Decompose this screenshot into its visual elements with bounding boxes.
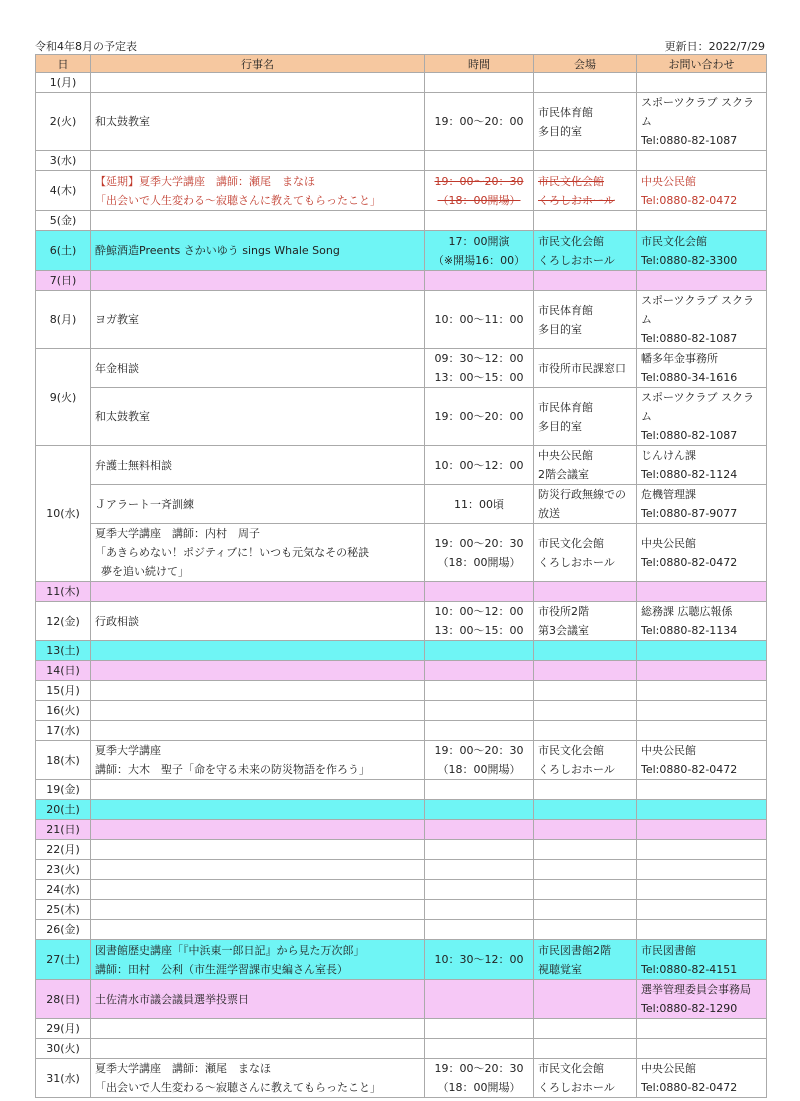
day-cell: 10(水) — [36, 446, 91, 582]
event-name: ヨガ教室 — [91, 291, 425, 349]
table-row — [36, 641, 767, 661]
table-row — [36, 681, 767, 701]
event-time-cancelled: 19：00～20：30 （18：00開場） — [425, 171, 534, 211]
table-row — [36, 388, 767, 446]
event-contact: スポーツクラブ スクラム Tel:0880-82-1087 — [637, 388, 767, 446]
event-contact: 幡多年金事務所 Tel:0880-34-1616 — [637, 349, 767, 388]
day-cell: 12(金) — [36, 602, 91, 641]
header-day: 日 — [36, 55, 91, 73]
table-row — [36, 800, 767, 820]
event-time: 10：00～12：00 13：00～15：00 — [425, 602, 534, 641]
day-cell: 30(火) — [36, 1039, 91, 1059]
schedule-table — [35, 54, 767, 1098]
day-cell: 6(土) — [36, 231, 91, 271]
table-row — [36, 93, 767, 151]
day-cell: 13(土) — [36, 641, 91, 661]
day-cell: 28(日) — [36, 980, 91, 1019]
table-row — [36, 780, 767, 800]
event-venue: 市役所2階 第3会議室 — [534, 602, 637, 641]
table-row — [36, 271, 767, 291]
day-cell: 20(土) — [36, 800, 91, 820]
event-time: 09：30～12：00 13：00～15：00 — [425, 349, 534, 388]
event-contact: スポーツクラブ スクラム Tel:0880-82-1087 — [637, 93, 767, 151]
table-row — [36, 701, 767, 721]
event-venue: 市民体育館 多目的室 — [534, 93, 637, 151]
day-cell: 3(水) — [36, 151, 91, 171]
table-row — [36, 900, 767, 920]
day-cell: 27(土) — [36, 940, 91, 980]
event-time: 11：00頃 — [425, 485, 534, 524]
event-venue: 防災行政無線での 放送 — [534, 485, 637, 524]
event-time: 19：00～20：30 （18：00開場） — [425, 1059, 534, 1098]
event-contact: 中央公民館 Tel:0880-82-0472 — [637, 741, 767, 780]
table-row — [36, 820, 767, 840]
table-row — [36, 485, 767, 524]
day-cell: 7(日) — [36, 271, 91, 291]
event-name: 酔鯨酒造Preents さかいゆう sings Whale Song — [91, 231, 425, 271]
event-name: 行政相談 — [91, 602, 425, 641]
table-row — [36, 151, 767, 171]
day-cell: 5(金) — [36, 211, 91, 231]
day-cell: 14(日) — [36, 661, 91, 681]
event-name-postponed: 【延期】夏季大学講座 講師：瀬尾 まなほ 「出会いで人生変わる～寂聴さんに教えてもらったこと」 — [91, 171, 425, 211]
day-cell: 31(水) — [36, 1059, 91, 1098]
event-time: 10：00～11：00 — [425, 291, 534, 349]
event-contact: 中央公民館 Tel:0880-82-0472 — [637, 1059, 767, 1098]
event-contact: 危機管理課 Tel:0880-87-9077 — [637, 485, 767, 524]
day-cell: 24(水) — [36, 880, 91, 900]
event-venue-cancelled: 市民文化会館 くろしおホール — [534, 171, 637, 211]
event-time: 10：00～12：00 — [425, 446, 534, 485]
day-cell: 8(月) — [36, 291, 91, 349]
event-name: 和太鼓教室 — [91, 93, 425, 151]
event-contact: じんけん課 Tel:0880-82-1124 — [637, 446, 767, 485]
day-cell: 26(金) — [36, 920, 91, 940]
event-venue: 市役所市民課窓口 — [534, 349, 637, 388]
table-row — [36, 582, 767, 602]
table-row — [36, 880, 767, 900]
day-cell: 29(月) — [36, 1019, 91, 1039]
event-name: 図書館歴史講座「『中浜東一郎日記』から見た万次郎」 講師：田村 公利（市生涯学習課市史編さん室長） — [91, 940, 425, 980]
table-row — [36, 721, 767, 741]
event-name: 年金相談 — [91, 349, 425, 388]
header-event: 行事名 — [91, 55, 425, 73]
day-cell: 1(月) — [36, 73, 91, 93]
event-contact: 総務課 広聴広報係 Tel:0880-82-1134 — [637, 602, 767, 641]
table-row — [36, 349, 767, 388]
event-venue: 市民文化会館 くろしおホール — [534, 231, 637, 271]
event-name: 土佐清水市議会議員選挙投票日 — [91, 980, 425, 1019]
event-contact: スポーツクラブ スクラム Tel:0880-82-1087 — [637, 291, 767, 349]
day-cell: 22(月) — [36, 840, 91, 860]
header-time: 時間 — [425, 55, 534, 73]
table-row — [36, 1059, 767, 1098]
table-row — [36, 661, 767, 681]
table-row — [36, 602, 767, 641]
day-cell: 18(木) — [36, 741, 91, 780]
day-cell: 21(日) — [36, 820, 91, 840]
table-header-row — [36, 55, 767, 73]
event-time: 10：30～12：00 — [425, 940, 534, 980]
header-venue: 会場 — [534, 55, 637, 73]
table-row — [36, 1019, 767, 1039]
table-row — [36, 920, 767, 940]
event-time: 19：00～20：00 — [425, 93, 534, 151]
event-contact: 中央公民館 Tel:0880-82-0472 — [637, 524, 767, 582]
table-row — [36, 840, 767, 860]
table-row — [36, 291, 767, 349]
event-time: 19：00～20：30 （18：00開場） — [425, 524, 534, 582]
table-row — [36, 171, 767, 211]
day-cell: 9(火) — [36, 349, 91, 446]
event-contact: 選挙管理委員会事務局 Tel:0880-82-1290 — [637, 980, 767, 1019]
event-time: 19：00～20：00 — [425, 388, 534, 446]
event-contact: 市民図書館 Tel:0880-82-4151 — [637, 940, 767, 980]
page-header — [35, 38, 765, 52]
header-contact: お問い合わせ — [637, 55, 767, 73]
event-venue: 市民体育館 多目的室 — [534, 388, 637, 446]
event-name: 夏季大学講座 講師：瀬尾 まなほ 「出会いで人生変わる～寂聴さんに教えてもらったこと」 — [91, 1059, 425, 1098]
table-row — [36, 940, 767, 980]
event-contact: 市民文化会館 Tel:0880-82-3300 — [637, 231, 767, 271]
event-venue: 市民体育館 多目的室 — [534, 291, 637, 349]
day-cell: 15(月) — [36, 681, 91, 701]
event-name: 夏季大学講座 講師：大木 聖子「命を守る未来の防災物語を作ろう」 — [91, 741, 425, 780]
day-cell: 23(火) — [36, 860, 91, 880]
updated-date: 更新日：2022/7/29 — [664, 40, 765, 53]
table-row — [36, 524, 767, 582]
table-row — [36, 231, 767, 271]
event-name: Ｊアラート一斉訓練 — [91, 485, 425, 524]
event-venue: 市民文化会館 くろしおホール — [534, 524, 637, 582]
day-cell: 19(金) — [36, 780, 91, 800]
event-venue: 市民図書館2階 視聴覚室 — [534, 940, 637, 980]
day-cell: 25(木) — [36, 900, 91, 920]
table-row — [36, 211, 767, 231]
event-name: 弁護士無料相談 — [91, 446, 425, 485]
day-cell: 11(木) — [36, 582, 91, 602]
table-row — [36, 860, 767, 880]
table-row — [36, 73, 767, 93]
event-name: 和太鼓教室 — [91, 388, 425, 446]
event-venue: 市民文化会館 くろしおホール — [534, 741, 637, 780]
table-row — [36, 446, 767, 485]
table-row — [36, 1039, 767, 1059]
event-venue: 中央公民館 2階会議室 — [534, 446, 637, 485]
event-contact: 中央公民館 Tel:0880-82-0472 — [637, 171, 767, 211]
page-title: 令和4年8月の予定表 — [35, 40, 137, 53]
day-cell: 2(火) — [36, 93, 91, 151]
day-cell: 16(火) — [36, 701, 91, 721]
event-name: 夏季大学講座 講師：内村 周子 「あきらめない！ポジティブに！いつも元気なその秘訣 夢を追い続けて」 — [91, 524, 425, 582]
event-time: 19：00～20：30 （18：00開場） — [425, 741, 534, 780]
table-row — [36, 741, 767, 780]
event-venue: 市民文化会館 くろしおホール — [534, 1059, 637, 1098]
day-cell: 4(木) — [36, 171, 91, 211]
event-time: 17：00開演 （※開場16：00） — [425, 231, 534, 271]
table-row — [36, 980, 767, 1019]
day-cell: 17(水) — [36, 721, 91, 741]
